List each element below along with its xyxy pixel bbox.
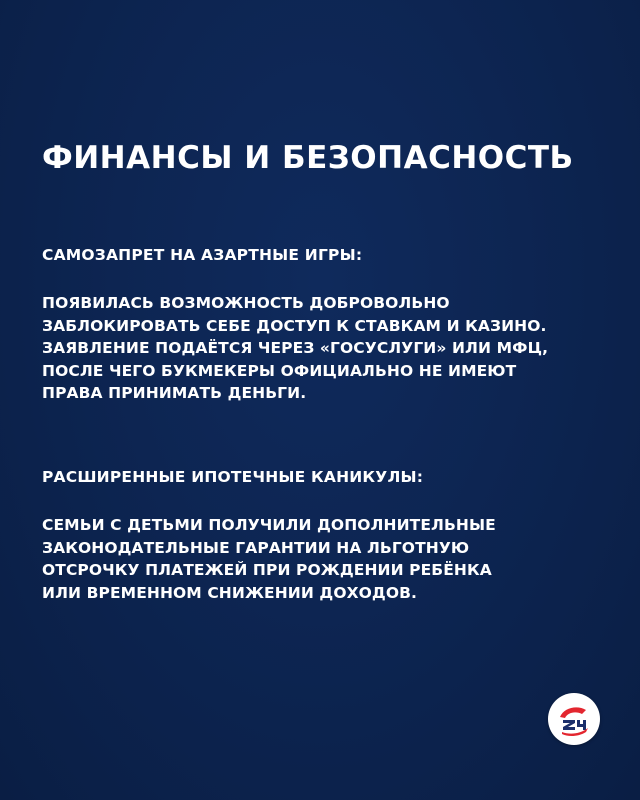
body-line: ОТСРОЧКУ ПЛАТЕЖЕЙ ПРИ РОЖДЕНИИ РЕБЁНКА bbox=[42, 561, 492, 579]
section-heading: РАСШИРЕННЫЕ ИПОТЕЧНЫЕ КАНИКУЛЫ: bbox=[42, 468, 424, 486]
section-mortgage-holidays bbox=[42, 466, 602, 604]
section-body bbox=[42, 292, 602, 405]
logo-mark bbox=[548, 693, 600, 745]
body-line: ИЛИ ВРЕМЕННОМ СНИЖЕНИИ ДОХОДОВ. bbox=[42, 583, 418, 602]
section-body bbox=[42, 514, 602, 604]
body-line: ПОСЛЕ ЧЕГО БУКМЕКЕРЫ ОФИЦИАЛЬНО НЕ ИМЕЮТ bbox=[42, 361, 517, 380]
channel-logo-icon bbox=[548, 693, 600, 745]
body-line: ЗАБЛОКИРОВАТЬ СЕБЕ ДОСТУП К СТАВКАМ И КАЗИНО. bbox=[42, 316, 547, 335]
body-line: ПРАВА ПРИНИМАТЬ ДЕНЬГИ. bbox=[42, 384, 307, 402]
body-line: СЕМЬИ С ДЕТЬМИ ПОЛУЧИЛИ ДОПОЛНИТЕЛЬНЫЕ bbox=[42, 516, 496, 534]
page-title: ФИНАНСЫ И БЕЗОПАСНОСТЬ bbox=[42, 140, 574, 176]
section-gambling-self-ban bbox=[42, 244, 602, 405]
body-line: ЗАКОНОДАТЕЛЬНЫЕ ГАРАНТИИ НА ЛЬГОТНУЮ bbox=[42, 538, 470, 557]
section-heading: САМОЗАПРЕТ НА АЗАРТНЫЕ ИГРЫ: bbox=[42, 246, 363, 264]
body-line: ПОЯВИЛАСЬ ВОЗМОЖНОСТЬ ДОБРОВОЛЬНО bbox=[42, 294, 450, 312]
body-line: ЗАЯВЛЕНИЕ ПОДАЁТСЯ ЧЕРЕЗ «ГОСУСЛУГИ» ИЛИ МФЦ, bbox=[42, 339, 549, 357]
